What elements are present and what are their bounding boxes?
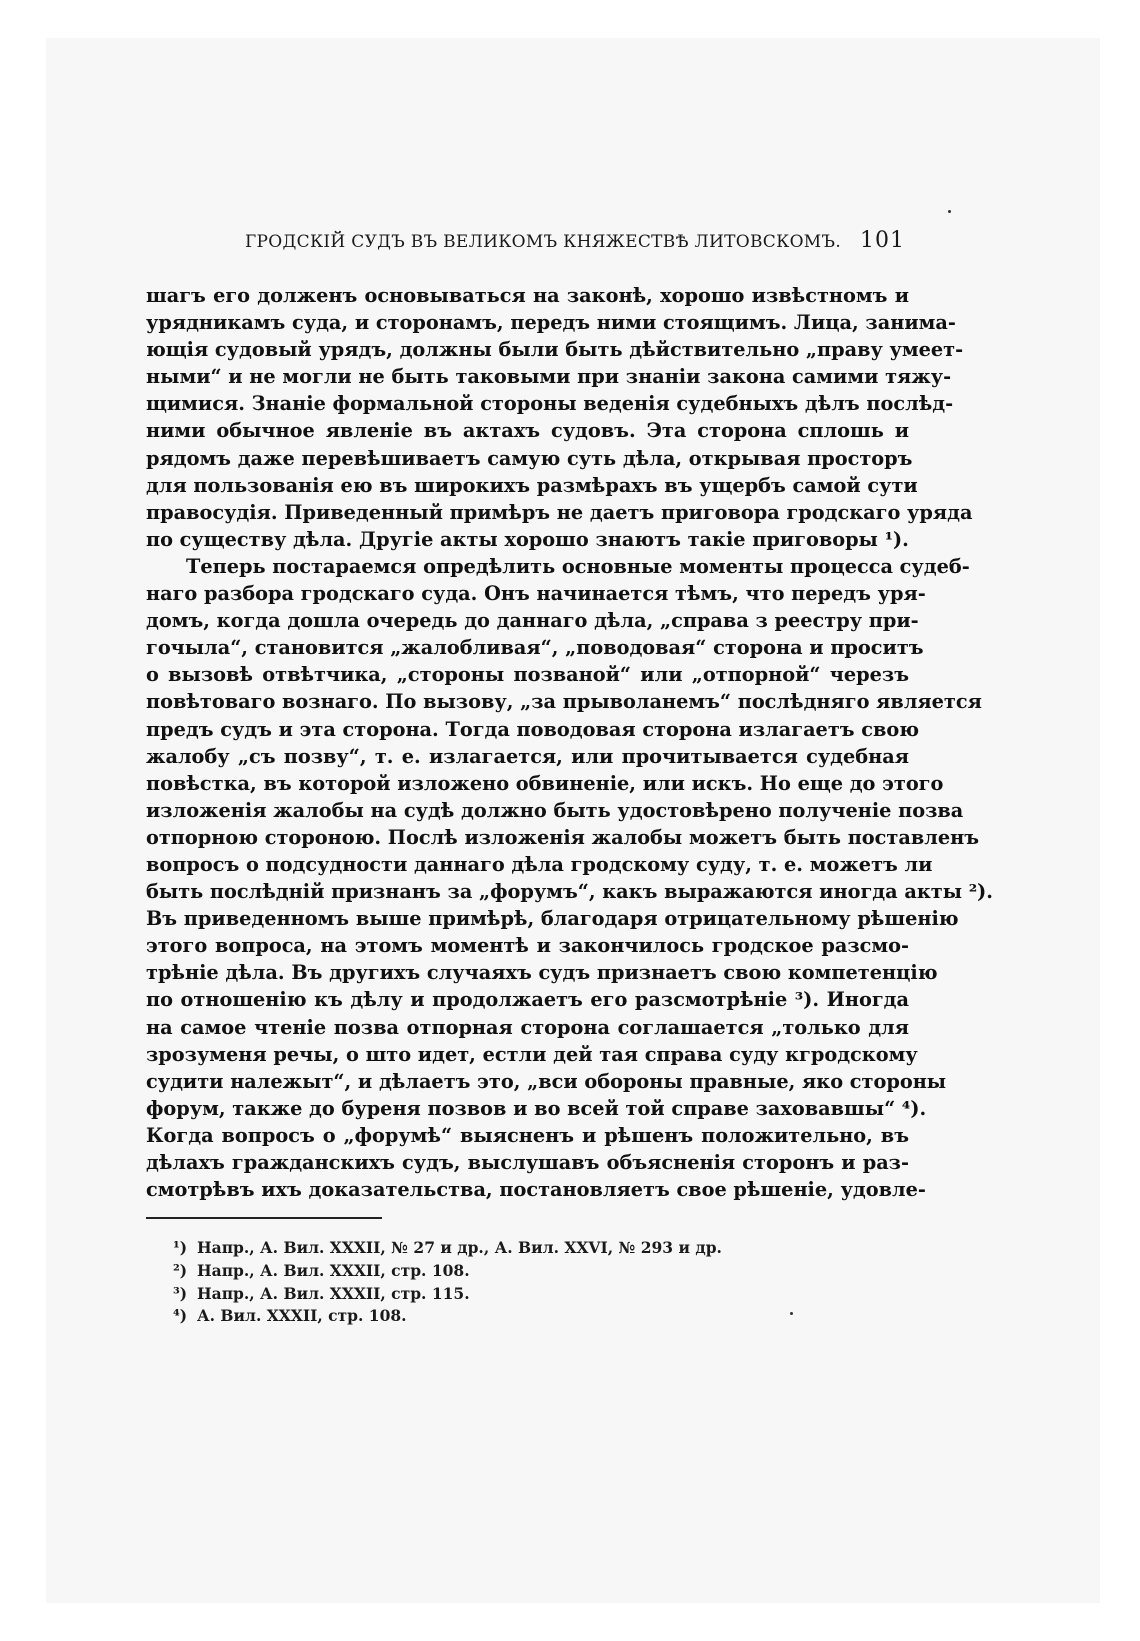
text-line: домъ, когда дошла очередь до даннаго дѣла, „справа з реестру при- bbox=[146, 609, 919, 633]
text-line: на самое чтеніе позва отпорная сторона соглашается „только для bbox=[146, 1015, 909, 1039]
text-line: правосудія. Приведенный примѣръ не даетъ приговора гродскаго уряда bbox=[146, 500, 973, 524]
text-line: ющія судовый урядъ, должны были быть дѣйствительно „праву умеет- bbox=[146, 338, 964, 362]
footnote-text: А. Вил. XXXII, стр. 108. bbox=[197, 1306, 407, 1326]
text-line: предъ судъ и эта сторона. Тогда поводовая сторона излагаетъ свою bbox=[146, 717, 920, 741]
scan-speck bbox=[948, 210, 951, 213]
footnote bbox=[173, 1260, 722, 1283]
footnote-text: Напр., А. Вил. XXXII, стр. 115. bbox=[197, 1283, 470, 1303]
text-line: рядомъ даже перевѣшиваетъ самую суть дѣла, открывая просторъ bbox=[146, 446, 913, 470]
footnote-text: Напр., А. Вил. XXXII, стр. 108. bbox=[197, 1260, 470, 1280]
text-line: по отношенію къ дѣлу и продолжаетъ его разсмотрѣніе ³). Иногда bbox=[146, 988, 909, 1012]
text-line: урядникамъ суда, и сторонамъ, передъ ними стоящимъ. Лица, занима- bbox=[146, 311, 956, 335]
footnote-separator bbox=[146, 1217, 382, 1219]
text-line: повѣтоваго вознаго. По вызову, „за прыволанемъ“ послѣдняго является bbox=[146, 690, 982, 714]
text-line: Когда вопросъ о „форумѣ“ выясненъ и рѣшенъ положительно, въ bbox=[146, 1123, 909, 1147]
text-line: повѣстка, въ которой изложено обвиненіе, или искъ. Но еще до этого bbox=[146, 771, 944, 795]
text-line: трѣніе дѣла. Въ другихъ случаяхъ судъ признаетъ свою компетенцію bbox=[146, 961, 938, 985]
footnote-marker: ⁴) bbox=[173, 1306, 188, 1326]
text-line: изложенія жалобы на судѣ должно быть удостовѣрено полученіе позва bbox=[146, 798, 964, 822]
footnote-marker: ¹) bbox=[173, 1238, 188, 1257]
text-line: вопросъ о подсудности даннаго дѣла гродскому суду, т. е. можетъ ли bbox=[146, 852, 933, 876]
scan-speck bbox=[790, 1312, 793, 1315]
text-line: наго разбора гродскаго суда. Онъ начинается тѣмъ, что передъ уря- bbox=[146, 582, 926, 606]
text-line: отпорною стороною. Послѣ изложенія жалобы можетъ быть поставленъ bbox=[146, 825, 980, 849]
footnote-marker: ²) bbox=[173, 1260, 188, 1280]
page-number: 101 bbox=[860, 228, 905, 253]
text-line: жалобу „съ позву“, т. е. излагается, или прочитывается судебная bbox=[146, 744, 909, 768]
running-header bbox=[245, 228, 905, 253]
text-line: ными“ и не могли не быть таковыми при знаніи закона самими тяжу- bbox=[146, 365, 952, 389]
text-line: быть послѣдній признанъ за „форумъ“, какъ выражаются иногда акты ²). bbox=[146, 880, 994, 904]
footnote-marker: ³) bbox=[173, 1283, 188, 1303]
text-line: шагъ его долженъ основываться на законѣ, хорошо извѣстномъ и bbox=[146, 284, 909, 307]
text-line: этого вопроса, на этомъ моментѣ и закончилось гродское разсмо- bbox=[146, 934, 909, 958]
footnote bbox=[173, 1237, 722, 1260]
text-line: дѣлахъ гражданскихъ судъ, выслушавъ объясненія сторонъ и раз- bbox=[146, 1151, 909, 1174]
running-title: ГРОДСКІЙ СУДЪ ВЪ ВЕЛИКОМЪ КНЯЖЕСТВѢ ЛИТОВСКОМЪ. bbox=[245, 232, 842, 252]
footnote bbox=[173, 1305, 722, 1328]
text-line: форум, также до буреня позвов и во всей той справе заховавшы“ ⁴). bbox=[146, 1096, 927, 1120]
paragraph-first-line: Теперь постараемся опредѣлить основные моменты процесса судеб- bbox=[186, 554, 970, 578]
text-line: о вызовѣ отвѣтчика, „стороны позваной“ или „отпорной“ черезъ bbox=[146, 663, 909, 687]
text-line: зрозуменя речы, о што идет, естли дей тая справа суду кгродскому bbox=[146, 1042, 918, 1066]
text-line: смотрѣвъ ихъ доказательства, постановляетъ свое рѣшеніе, удовле- bbox=[146, 1178, 926, 1202]
footnote-text: Напр., А. Вил. XXXII, № 27 и др., А. Вил. XXVI, № 293 и др. bbox=[197, 1238, 722, 1257]
text-line: Въ приведенномъ выше примѣрѣ, благодаря отрицательному рѣшенію bbox=[146, 907, 959, 931]
text-line: щимися. Знаніе формальной стороны веденія судебныхъ дѣлъ послѣд- bbox=[146, 392, 954, 416]
text-line: гочыла“, становится „жалобливая“, „поводовая“ сторона и проситъ bbox=[146, 636, 924, 660]
text-line: по существу дѣла. Другіе акты хорошо знаютъ такіе приговоры ¹). bbox=[146, 527, 909, 551]
text-line: ними обычное явленіе въ актахъ судовъ. Эта сторона сплошь и bbox=[146, 419, 909, 443]
body-text bbox=[146, 282, 994, 1203]
footnote bbox=[173, 1283, 722, 1306]
text-line: для пользованія ею въ широкихъ размѣрахъ въ ущербъ самой сути bbox=[146, 473, 918, 497]
footnotes bbox=[173, 1237, 722, 1328]
text-line: судити належыт“, и дѣлаетъ это, „вси обороны правные, яко стороны bbox=[146, 1069, 947, 1093]
